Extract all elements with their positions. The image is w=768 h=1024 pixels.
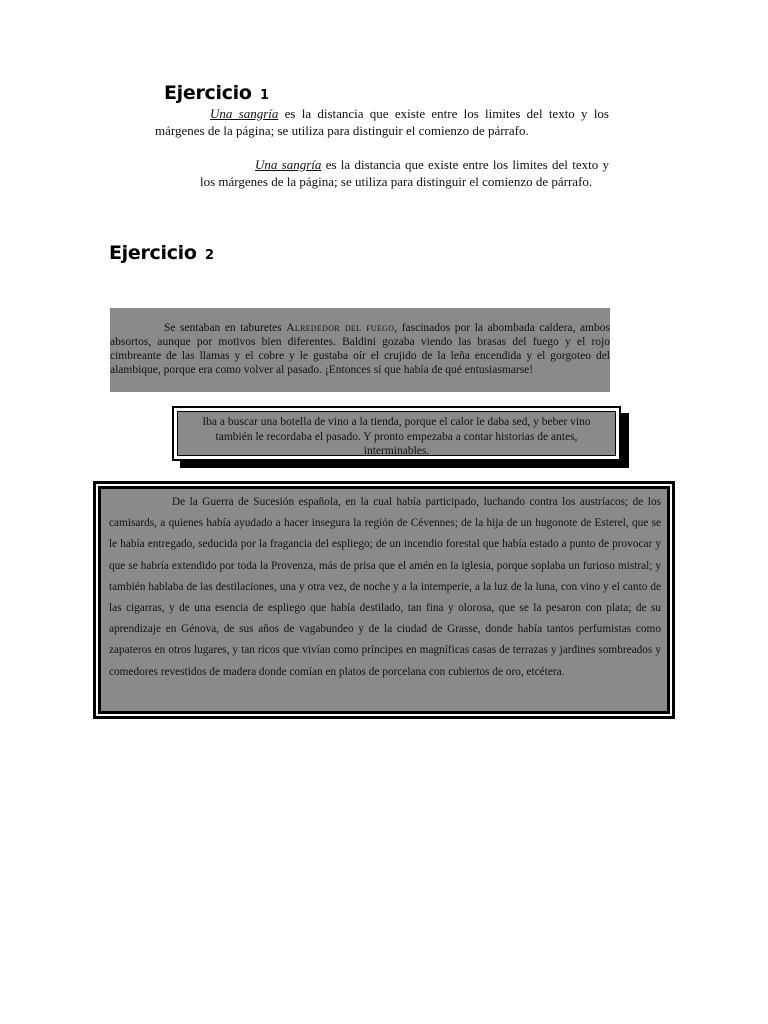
heading-number: 2 <box>204 248 214 263</box>
double-border-box <box>93 481 675 719</box>
bordered-shadow-box <box>172 406 621 461</box>
paragraph-text: es la distancia que existe entre los limites del texto y los márgenes de la página; se utiliza para distinguir el comienzo de párrafo. <box>155 106 609 138</box>
boxed-paragraph <box>109 492 661 683</box>
centered-paragraph: Iba a buscar una botella de vino a la tienda, porque el calor le daba sed, y beber vino también le recordaba el pasado. Y pronto empezaba a contar historias de antes, interminables. <box>177 411 616 456</box>
term-underlined: Una sangría <box>210 106 279 121</box>
paragraph-text: es la distancia que existe entre los limites del texto y los márgenes de la página; se utiliza para distinguir el comienzo de párrafo. <box>200 157 609 189</box>
heading-title: Ejercicio <box>109 242 197 264</box>
paragraph-text: De la Guerra de Sucesión española, en la cual había participado, luchando contra los austríacos; de los camisards, a quienes había ayudado a hacer insegura la región de Cévennes; de la hija de un hugonote de Esterel, que se le había entregado, seducida por la fragancia del espliego; de un incendio forestal que había estado a punto de provocar y que se habría extendido por toda la Provenza, más de prisa que el amén en la iglesia, porque soplaba un furioso mistral; y también hablaba de las destilaciones, una y otra vez, de noche y a la intemperie, a la luz de la luna, con vino y el canto de las cigarras, y de una esencia de espliego que había destilado, tan fina y olorosa, que se la pesaron con plata; de su aprendizaje en Génova, de sus años de vagabundeo y de la ciudad de Grasse, donde había tantos perfumistas como zapateros en otros lugares, y tan ricos que vivían como príncipes en magníficas casas de terrazas y jardines sombreados y comedores revestidos de madera donde comían en platos de porcelana con cubiertos de oro, etcétera. <box>109 496 661 678</box>
heading-title: Ejercicio <box>164 82 252 104</box>
paragraph-text: Se sentaban en taburetes <box>164 322 287 334</box>
paragraph-indented <box>155 106 609 139</box>
term-underlined: Una sangría <box>255 157 322 172</box>
heading-ejercicio-2 <box>109 242 214 264</box>
heading-ejercicio-1 <box>164 82 269 104</box>
shaded-paragraph <box>110 322 610 378</box>
heading-number: 1 <box>259 88 269 103</box>
smallcaps-text: Alrededor del fuego <box>286 322 395 334</box>
paragraph-left-indented <box>200 157 609 190</box>
paragraph-text: , fascinados por la abombada caldera, ambos absortos, aunque por motivos bien diferentes. Baldini gozaba viendo las brasas del fuego y el rojo cimbreante de las llamas y el cobre y le gustaba oír el crujido de la leña encendida y el gorgoteo del alambique, porque era como volver al pasado. ¡Entonces sí que había de qué entusiasmarse! <box>110 322 610 376</box>
shaded-text-box <box>110 308 610 392</box>
